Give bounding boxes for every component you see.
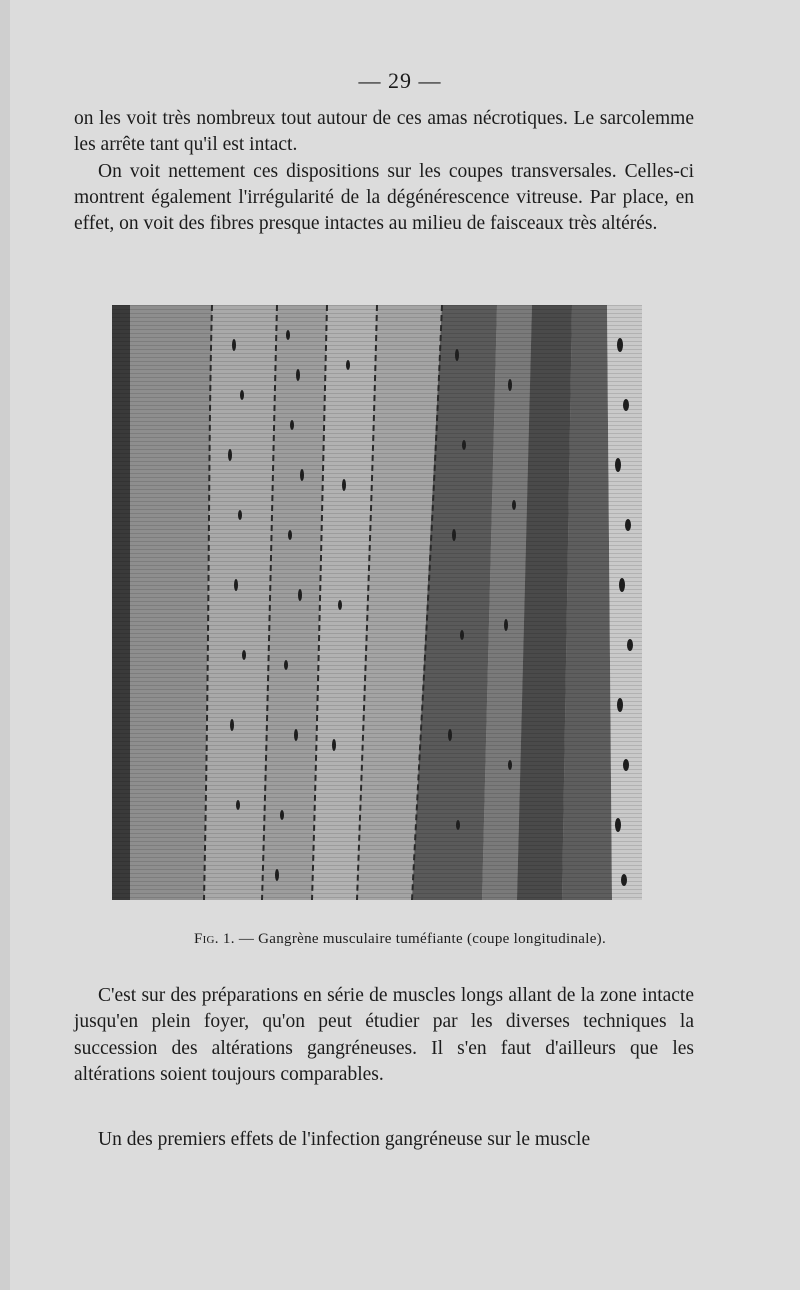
- figure-label: Fig. 1.: [193, 931, 235, 947]
- paragraph: On voit nettement ces dispositions sur les coupes transversales. Celles-ci montrent également l'irrégularité de la dégénérescence vitreuse. Par place, en effet, on voit des fibres presque intactes au milieu de faisceaux très altérés.: [74, 160, 694, 235]
- figure-caption: [0, 931, 800, 948]
- figure-caption-text: — Gangrène musculaire tuméfiante (coupe longitudinale).: [234, 931, 607, 947]
- body-text-top: [74, 106, 694, 237]
- micrograph-figure: [112, 305, 642, 900]
- body-text-last: [74, 1127, 694, 1153]
- muscle-section-illustration: [112, 305, 642, 900]
- paragraph: C'est sur des préparations en série de muscles longs allant de la zone intacte jusqu'en plein foyer, qu'on peut étudier par les diverses techniques la succession des altérations gangréneuses. Il s'en faut d'ailleurs que les altérations soient toujours comparables.: [74, 985, 694, 1085]
- paragraph: Un des premiers effets de l'infection gangréneuse sur le muscle: [98, 1129, 591, 1150]
- page-number: — 29 —: [358, 68, 442, 93]
- paragraph: on les voit très nombreux tout autour de ces amas nécrotiques. Le sarcolemme les arrête tant qu'il est intact.: [74, 108, 694, 156]
- body-text-bottom: [74, 983, 694, 1088]
